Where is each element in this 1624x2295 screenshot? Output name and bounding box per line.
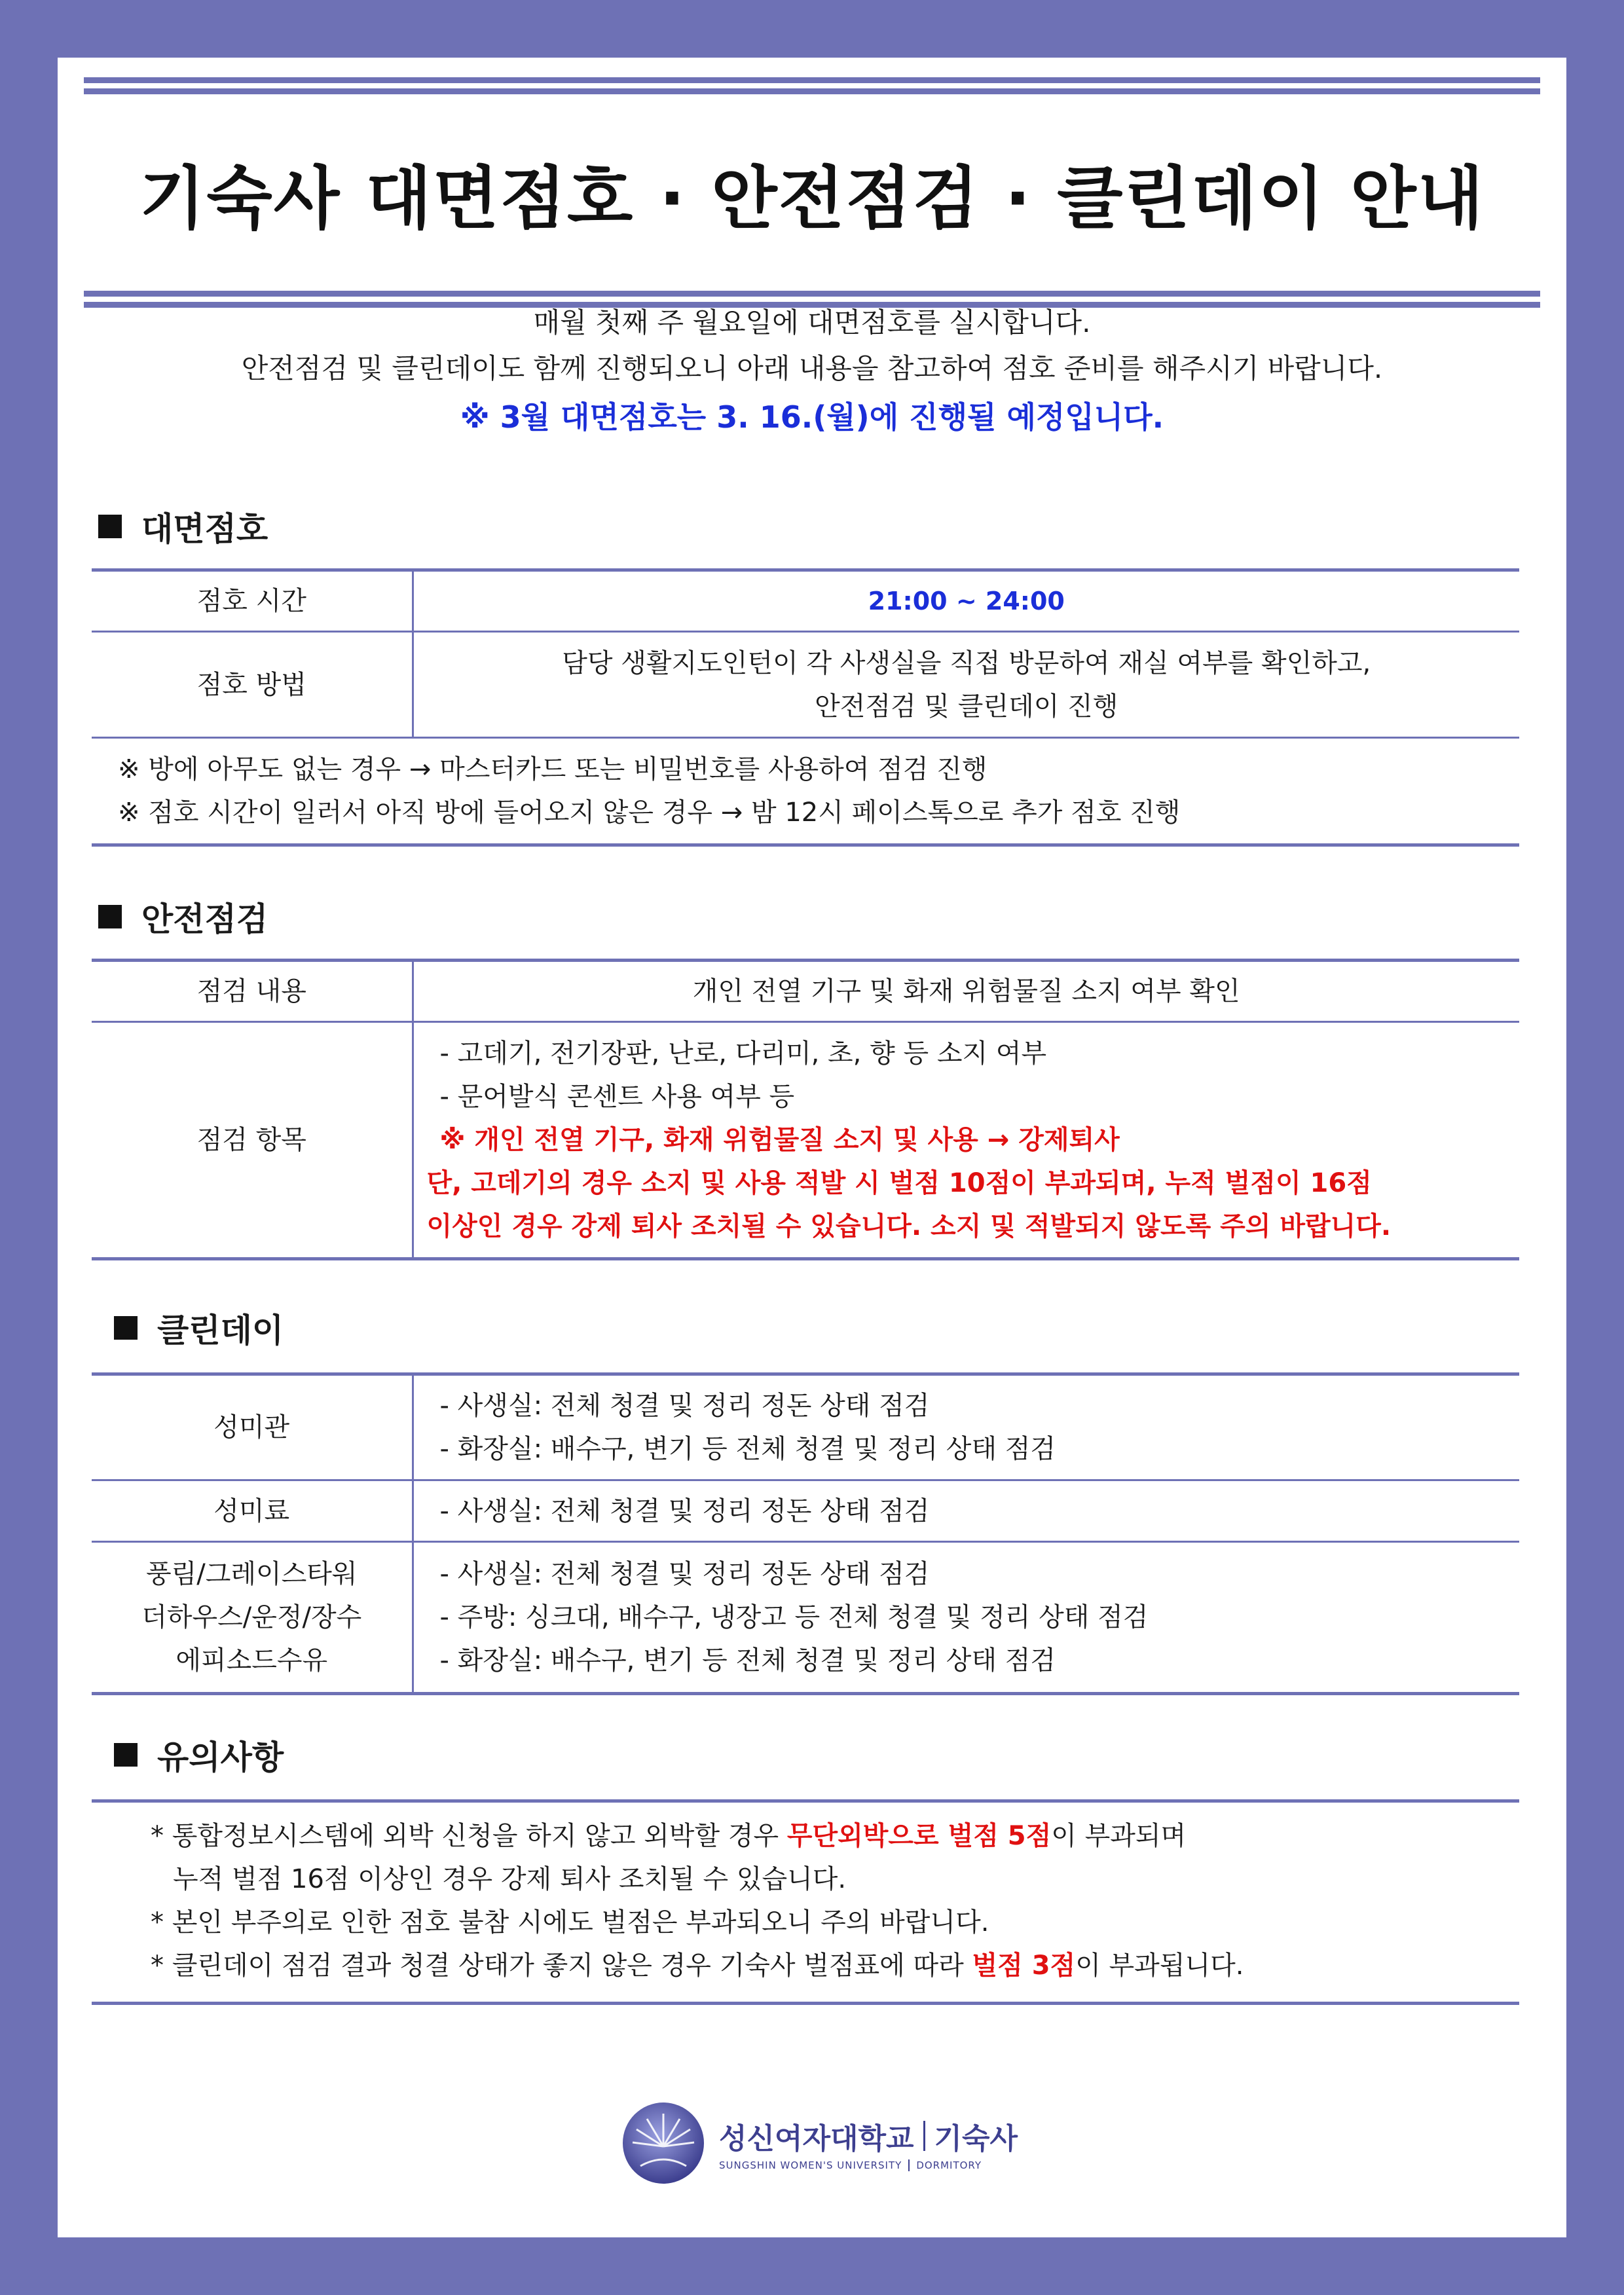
square-bullet-icon (114, 1316, 138, 1340)
list-item: - 사생실: 전체 청결 및 정리 정돈 상태 점검 (439, 1391, 930, 1421)
method-line-2: 안전점검 및 클린데이 진행 (815, 691, 1118, 722)
caution-2: * 본인 부주의로 인한 점호 불참 시에도 벌점은 부과되오니 주의 바랍니다. (151, 1907, 989, 1937)
section-heading-cleanday (114, 1304, 284, 1351)
safety-table (92, 959, 1519, 1260)
section-title: 안전점검 (141, 900, 268, 938)
university-logo (621, 2101, 1018, 2186)
table-row (92, 1480, 1519, 1542)
section-heading-rollcall (98, 503, 268, 550)
section-heading-cautions (114, 1731, 284, 1778)
list-item: - 화장실: 배수구, 변기 등 전체 청결 및 정리 상태 점검 (439, 1645, 1056, 1676)
university-emblem-icon (621, 2101, 706, 2186)
caution-text: 이 부과됩니다. (1075, 1951, 1244, 1981)
warning-line-3: 이상인 경우 강제 퇴사 조치될 수 있습니다. 소지 및 적발되지 않도록 주의 바랍니다. (426, 1211, 1392, 1241)
caution-3 (151, 1944, 1519, 1987)
list-item: - 사생실: 전체 청결 및 정리 정돈 상태 점검 (439, 1496, 930, 1526)
building-label: 성미관 (92, 1374, 413, 1480)
logo-english-line (719, 2159, 1018, 2171)
caution-highlight: 무단외박으로 벌점 5점 (786, 1821, 1052, 1851)
section-heading-safety (98, 893, 268, 940)
caution-text: 이 부과되며 (1051, 1821, 1187, 1851)
logo-name: 성신여자대학교 (719, 2122, 914, 2156)
warning-line-1: ※ 개인 전열 기구, 화재 위험물질 소지 및 사용 → 강제퇴사 (439, 1125, 1120, 1155)
table-row (92, 961, 1519, 1022)
time-value: 21:00 ~ 24:00 (413, 570, 1519, 632)
list-item: - 사생실: 전체 청결 및 정리 정돈 상태 점검 (439, 1559, 930, 1589)
rollcall-note-2: ※ 점호 시간이 일러서 아직 방에 들어오지 않은 경우 → 밤 12시 페이스톡으로 추가 점호 진행 (118, 798, 1181, 828)
warning-line-2: 단, 고데기의 경우 소지 및 사용 적발 시 벌점 10점이 부과되며, 누적 벌점이 16점 (426, 1168, 1372, 1198)
logo-name-line (719, 2115, 1018, 2157)
intro-notice: ※ 3월 대면점호는 3. 16.(월)에 진행될 예정입니다. (460, 399, 1164, 435)
content-label: 점검 내용 (92, 961, 413, 1022)
building-label-line: 더하우스/운정/장수 (141, 1602, 362, 1632)
caution-highlight: 벌점 3점 (972, 1951, 1076, 1981)
table-row (92, 1542, 1519, 1694)
intro-line-2: 안전점검 및 클린데이도 함께 진행되오니 아래 내용을 참고하여 점호 준비를 해주시기 바랍니다. (241, 352, 1383, 384)
building-items (413, 1480, 1519, 1542)
logo-dept-en: DORMITORY (916, 2159, 982, 2171)
intro (58, 300, 1566, 440)
title-top-rule (84, 77, 1540, 94)
rollcall-table (92, 568, 1519, 847)
caution-1-cont: 누적 벌점 16점 이상인 경우 강제 퇴사 조치될 수 있습니다. (173, 1864, 847, 1894)
caution-text: * 통합정보시스템에 외박 신청을 하지 않고 외박할 경우 (151, 1821, 787, 1851)
list-item: - 화장실: 배수구, 변기 등 전체 청결 및 정리 상태 점검 (439, 1434, 1056, 1464)
square-bullet-icon (98, 515, 122, 538)
logo-text (719, 2115, 1018, 2171)
intro-line-1: 매월 첫째 주 월요일에 대면점호를 실시합니다. (533, 306, 1091, 339)
rollcall-note-1: ※ 방에 아무도 없는 경우 → 마스터카드 또는 비밀번호를 사용하여 점검 진행 (118, 754, 987, 784)
table-row (92, 570, 1519, 632)
logo-name-en: SUNGSHIN WOMEN'S UNIVERSITY (719, 2159, 902, 2171)
check-item-2: - 문어발식 콘센트 사용 여부 등 (439, 1082, 795, 1112)
building-label: 성미료 (92, 1480, 413, 1542)
building-label-line: 풍림/그레이스타워 (145, 1559, 358, 1589)
building-items (413, 1542, 1519, 1694)
building-label-line: 에피소드수유 (175, 1645, 328, 1676)
table-row (92, 632, 1519, 738)
cautions-box (92, 1799, 1519, 2005)
title-block (84, 77, 1540, 308)
square-bullet-icon (98, 905, 122, 928)
table-row (92, 1022, 1519, 1259)
logo-dept: 기숙사 (934, 2122, 1018, 2156)
building-label (92, 1542, 413, 1694)
page-title: 기숙사 대면점호 · 안전점검 · 클린데이 안내 (139, 158, 1485, 238)
logo-divider (908, 2159, 910, 2171)
cleanday-table (92, 1372, 1519, 1695)
items-label: 점검 항목 (92, 1022, 413, 1259)
table-row (92, 1374, 1519, 1480)
time-label: 점호 시간 (92, 570, 413, 632)
notice-page (58, 58, 1566, 2237)
method-value (413, 632, 1519, 738)
section-title: 대면점호 (141, 510, 268, 548)
table-row (92, 738, 1519, 845)
caution-1 (151, 1814, 1519, 1858)
building-items (413, 1374, 1519, 1480)
check-item-1: - 고데기, 전기장판, 난로, 다리미, 초, 향 등 소지 여부 (439, 1038, 1047, 1069)
caution-text: * 클린데이 점검 결과 청결 상태가 좋지 않은 경우 기숙사 벌점표에 따라 (151, 1951, 972, 1981)
method-label: 점호 방법 (92, 632, 413, 738)
rollcall-notes (92, 738, 1519, 845)
section-title: 클린데이 (157, 1312, 284, 1349)
list-item: - 주방: 싱크대, 배수구, 냉장고 등 전체 청결 및 정리 상태 점검 (439, 1602, 1149, 1632)
section-title: 유의사항 (157, 1738, 284, 1776)
items-value (413, 1022, 1519, 1259)
square-bullet-icon (114, 1743, 138, 1767)
logo-divider (923, 2121, 925, 2151)
method-line-1: 담당 생활지도인턴이 각 사생실을 직접 방문하여 재실 여부를 확인하고, (562, 648, 1371, 678)
content-value: 개인 전열 기구 및 화재 위험물질 소지 여부 확인 (413, 961, 1519, 1022)
